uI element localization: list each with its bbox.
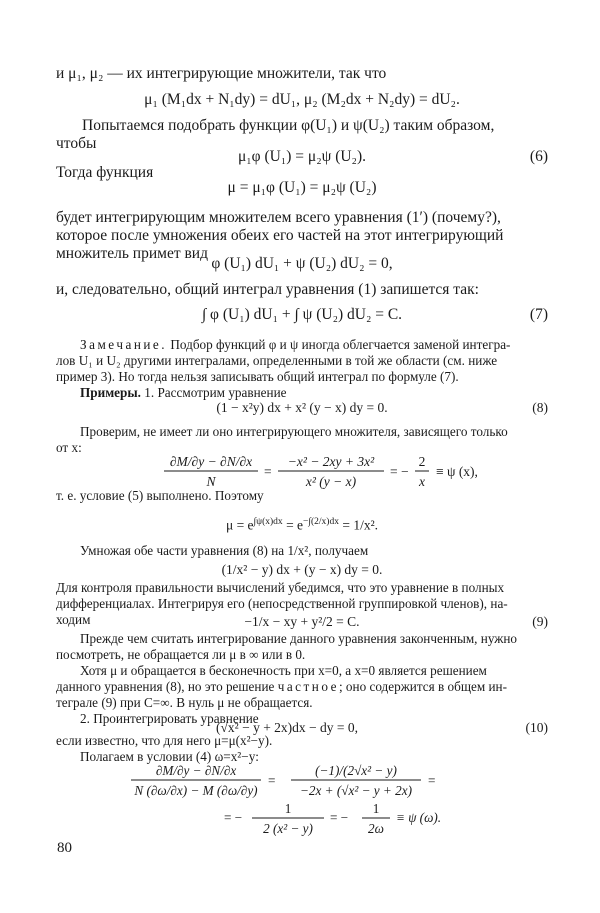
equals-sign: = (268, 773, 276, 788)
equation-part: μ = e (225, 517, 254, 533)
text-line: 2. Проинтегрировать уравнение (80, 711, 259, 726)
fraction-denominator: N (206, 474, 216, 489)
fraction-numerator: −x² − 2xy + 3x² (287, 454, 375, 469)
fraction-numerator: 1 (284, 801, 292, 816)
text-line: и μ₁, μ₂ — их интегрирующие множители, так что (56, 65, 387, 82)
text-line: будет интегрирующим множителем всего уравнения (1′) (почему?), (56, 209, 501, 226)
equation-body: (1 − x²y) dx + x² (y − x) dy = 0. (216, 400, 388, 415)
text-part: ; оно содержится в общем ин- (338, 679, 507, 694)
equation: μ₁ (M₁dx + N₁dy) = dU₁, μ₂ (M₂dx + N₂dy) = dU₂. (144, 91, 460, 108)
exponent: −∫(2/x)dx (303, 517, 339, 527)
text-line: ходим (56, 612, 91, 627)
remark-line: лов U₁ и U₂ другими интегралами, определенными в той же области (см. ниже (56, 353, 498, 368)
equals-minus: = − (330, 810, 349, 825)
fraction-numerator: 1 (372, 801, 380, 816)
equation-number: (10) (525, 720, 548, 735)
equation-part: = e (282, 517, 304, 533)
equation-body: −1/x − xy + y²/2 = C. (244, 614, 360, 629)
text-line: теграле (9) при C=∞. В нуль μ не обращается. (56, 695, 313, 710)
text-line: которое после умножения обеих его частей на этот интегрирующий (56, 227, 504, 244)
text-line: Тогда функция (56, 164, 154, 181)
equation-body: ∫ φ (U₁) dU₁ + ∫ ψ (U₂) dU₂ = C. (201, 306, 403, 323)
equation-number: (9) (532, 614, 548, 629)
text-line: т. е. условие (5) выполнено. Поэтому (56, 488, 264, 503)
examples-text: 1. Рассмотрим уравнение (140, 385, 287, 400)
text-line: Для контроля правильности вычислений убедимся, что это уравнение в полных (56, 580, 505, 595)
text-line: Полагаем в условии (4) ω=x²−y: (80, 749, 259, 764)
equals-minus: = − (224, 810, 243, 825)
text-part: данного уравнения (8), но это решение (56, 679, 278, 694)
equation-mu (56, 512, 548, 536)
fraction-equation (56, 800, 548, 838)
equation-part: = 1/x². (338, 517, 379, 533)
equation-7 (56, 305, 548, 325)
fraction-numerator: 2 (418, 454, 426, 469)
equation-body: (√x² − y + 2x)dx − dy = 0, (216, 720, 359, 735)
text-line: Хотя μ и обращается в бесконечность при x=0, а x=0 является решением (80, 663, 487, 678)
equation-number: (7) (529, 306, 548, 323)
equals-sign: = (428, 773, 436, 788)
remark-text: Подбор функций φ и ψ иногда облегчается заменой интегра- (167, 337, 511, 352)
text-line: и, следовательно, общий интеграл уравнения (1) запишется так: (56, 281, 479, 298)
remark-line: пример 3). Но тогда нельзя записывать общий интеграл по формуле (7). (56, 369, 459, 384)
text-line: Попытаемся подобрать функции φ(U₁) и ψ(U₂) таким образом, (82, 117, 495, 134)
equation-9 (56, 612, 548, 632)
text-line: от x: (56, 440, 82, 455)
equation-8 (56, 398, 548, 418)
equation-body: μ₁φ (U₁) = μ₂ψ (U₂). (237, 148, 367, 165)
equation: φ (U₁) dU₁ + ψ (U₂) dU₂ = 0, (211, 255, 393, 272)
fraction-denominator: N (∂ω/∂x) − M (∂ω/∂y) (134, 783, 258, 798)
text-line: чтобы (56, 135, 97, 152)
fraction-tail: ≡ ψ (x), (436, 464, 478, 479)
fraction-denominator: x (419, 474, 425, 489)
text-line: посмотреть, не обращается ли μ в ∞ или в 0. (56, 647, 306, 662)
text-line: Прежде чем считать интегрирование данного уравнения законченным, нужно (80, 631, 517, 646)
fraction-denominator: 2 (x² − y) (263, 821, 313, 836)
equation-number: (6) (529, 148, 548, 165)
text-line: множитель примет вид (56, 245, 208, 262)
fraction-numerator: ∂M/∂y − ∂N/∂x (169, 454, 253, 469)
fraction-equation (56, 762, 548, 800)
fraction-equation (56, 452, 548, 492)
examples-label: Примеры. (80, 385, 141, 400)
equals-sign: = (264, 464, 272, 479)
text-line: Умножая обе части уравнения (8) на 1/x², получаем (80, 543, 369, 558)
text-line: если известно, что для него μ=μ(x²−y). (56, 733, 273, 748)
fraction-tail: ≡ ψ (ω). (396, 810, 442, 825)
text-line: Проверим, не имеет ли оно интегрирующего множителя, зависящего только (80, 424, 508, 439)
page-number: 80 (57, 840, 72, 856)
fraction-denominator: −2x + (√x² − y + 2x) (300, 783, 412, 798)
fraction-numerator: ∂M/∂y − ∂N/∂x (155, 763, 237, 778)
remark-label: Замечание. (80, 337, 168, 352)
remark-line (56, 337, 548, 353)
fraction-denominator: x² (y − x) (305, 474, 357, 489)
equation: μ = μ₁φ (U₁) = μ₂ψ (U₂) (227, 179, 377, 196)
equation: (1/x² − y) dx + (y − x) dy = 0. (221, 562, 383, 577)
fraction-denominator: 2ω (368, 821, 384, 836)
emphasized-word: частное (277, 679, 339, 694)
exponent: ∫ψ(x)dx (253, 517, 283, 527)
equation-number: (8) (532, 400, 548, 415)
equals-minus: = − (390, 464, 409, 479)
text-line: дифференциалах. Интегрируя его (непосредственной группировкой членов), на- (56, 596, 508, 611)
fraction-numerator: (−1)/(2√x² − y) (315, 763, 397, 778)
text-line (56, 679, 548, 695)
